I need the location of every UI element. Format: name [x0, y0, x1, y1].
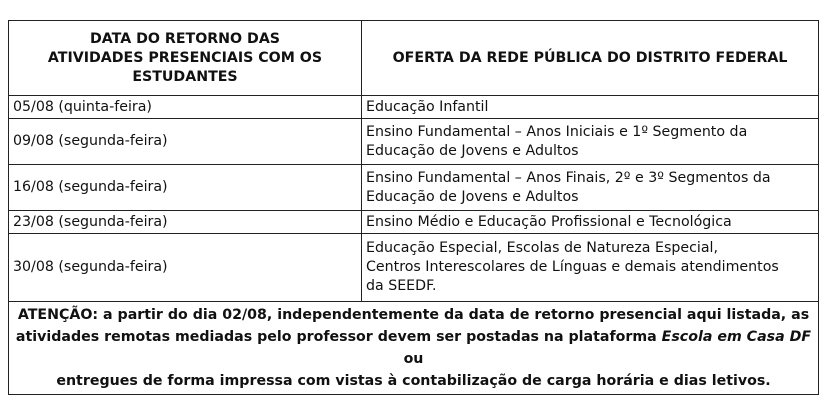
offer-line: Ensino Fundamental – Anos Finais, 2º e 3º Segmentos da: [366, 169, 771, 186]
attention-note: [9, 302, 819, 395]
table-row: [9, 119, 819, 165]
table-header-row: [9, 21, 819, 96]
header-offer-column: [362, 21, 819, 96]
note-line: entregues de forma impressa com vistas à contabilização de carga horária e dias letivos.: [56, 373, 771, 389]
date-cell: 16/08 (segunda-feira): [9, 165, 362, 211]
table-row: [9, 211, 819, 234]
offer-line: Educação de Jovens e Adultos: [366, 188, 579, 205]
platform-name: Escola em Casa DF: [661, 329, 812, 345]
date-cell: 30/08 (segunda-feira): [9, 234, 362, 302]
header-date-line: ESTUDANTES: [132, 68, 238, 85]
header-offer-label: OFERTA DA REDE PÚBLICA DO DISTRITO FEDERAL: [392, 49, 788, 66]
header-date-column: [9, 21, 362, 96]
offer-line: Ensino Médio e Educação Profissional e Tecnológica: [366, 213, 732, 230]
offer-cell: [362, 234, 819, 302]
table-row: [9, 96, 819, 119]
note-row: [9, 302, 819, 395]
date-cell: 05/08 (quinta-feira): [9, 96, 362, 119]
offer-cell: [362, 211, 819, 234]
date-cell: 09/08 (segunda-feira): [9, 119, 362, 165]
table-row: [9, 234, 819, 302]
offer-line: da SEEDF.: [366, 278, 437, 294]
offer-cell: [362, 119, 819, 165]
header-date-line: ATIVIDADES PRESENCIAIS COM OS: [47, 49, 323, 66]
note-line: atividades remotas mediadas pelo professor devem ser postadas na plataforma: [15, 329, 662, 345]
offer-line: Educação de Jovens e Adultos: [366, 142, 579, 159]
note-line: ou: [403, 351, 424, 367]
offer-line: Educação Especial, Escolas de Natureza Especial,: [366, 240, 718, 256]
header-date-line: DATA DO RETORNO DAS: [89, 30, 281, 47]
offer-line: Educação Infantil: [366, 98, 489, 115]
table-row: [9, 165, 819, 211]
offer-cell: [362, 165, 819, 211]
offer-line: Centros Interescolares de Línguas e demais atendimentos: [366, 259, 779, 275]
note-line: ATENÇÃO: a partir do dia 02/08, independentemente da data de retorno presencial aqui listada, as: [17, 307, 810, 323]
offer-cell: [362, 96, 819, 119]
schedule-table: [8, 20, 819, 395]
date-cell: 23/08 (segunda-feira): [9, 211, 362, 234]
offer-line: Ensino Fundamental – Anos Iniciais e 1º Segmento da: [366, 123, 748, 140]
